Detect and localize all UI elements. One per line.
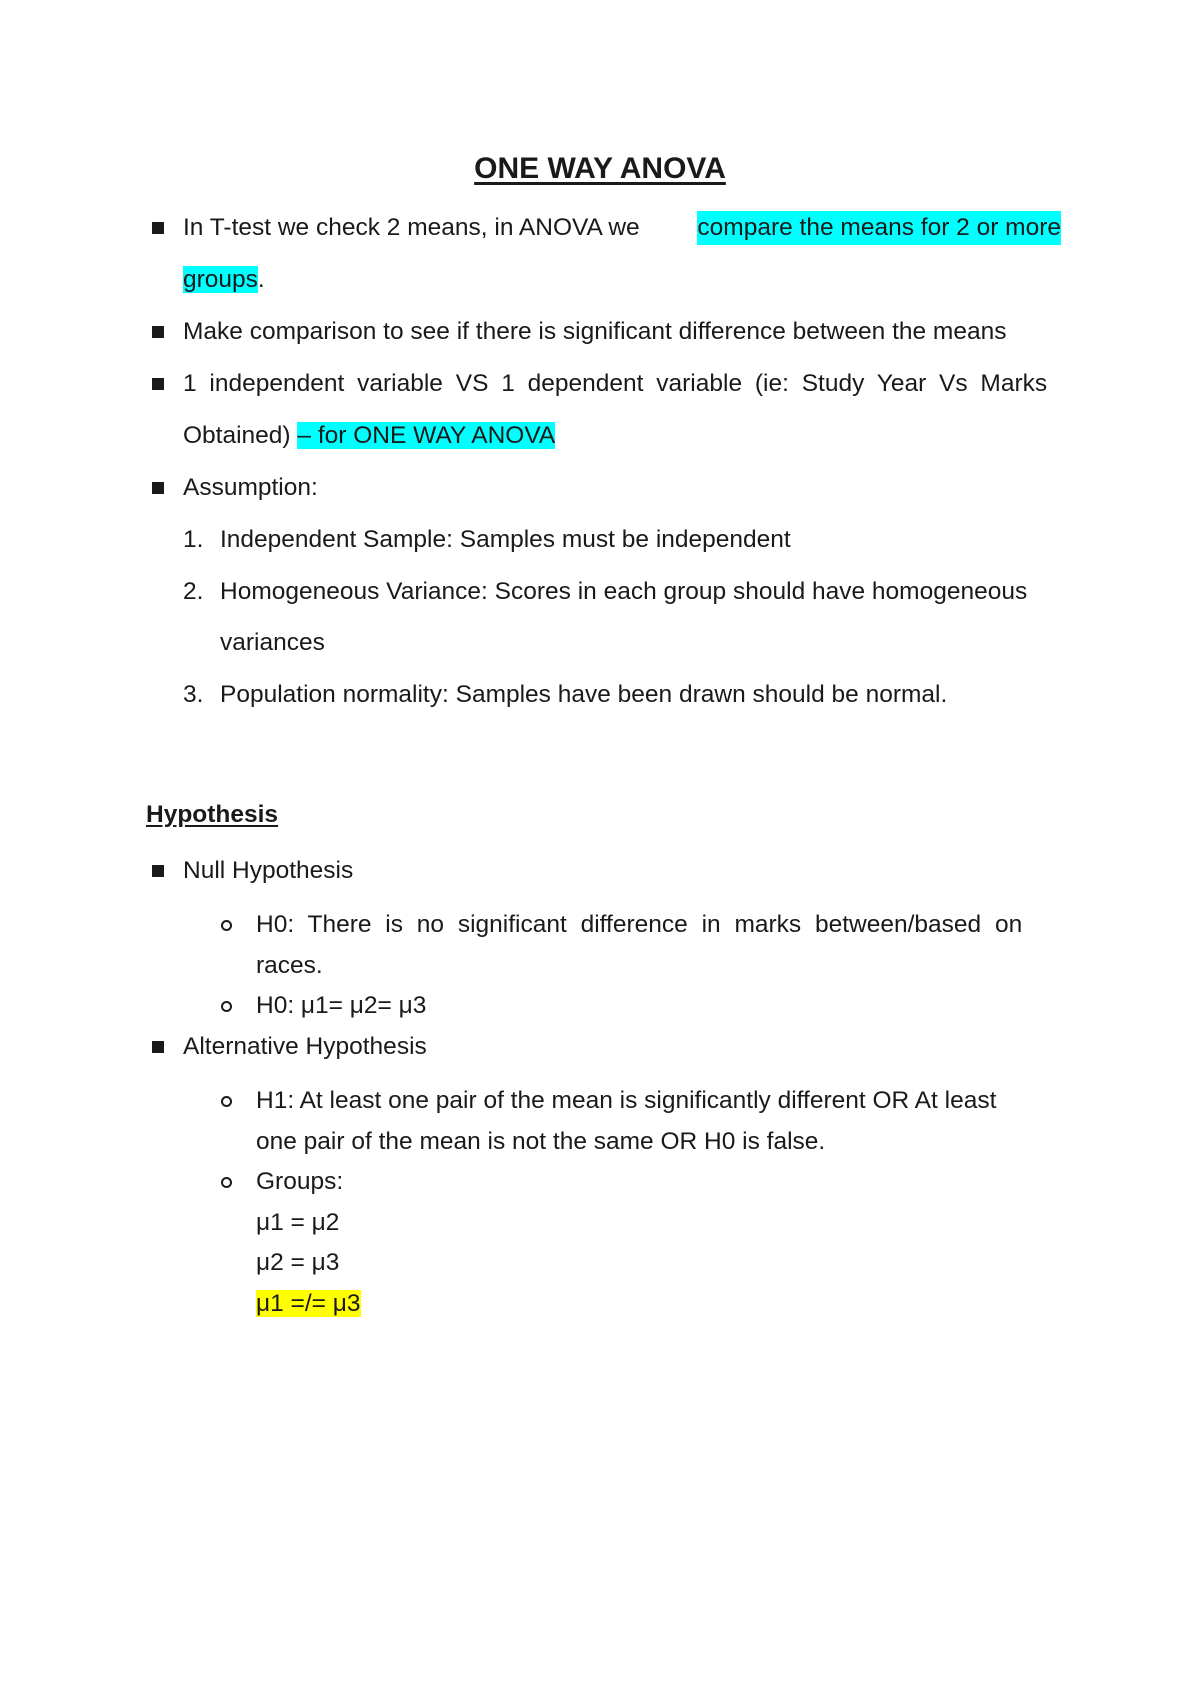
group-3-highlight: μ1 =/= μ3 xyxy=(256,1290,361,1317)
alt-hypothesis-label: Alternative Hypothesis xyxy=(183,1033,427,1060)
bullet-1-highlight-cont: groups xyxy=(183,266,258,293)
bullet-3-line-2 xyxy=(183,419,555,453)
group-3 xyxy=(256,1287,361,1321)
circle-bullet-icon xyxy=(221,920,232,931)
bullet-2: Make comparison to see if there is significant difference between the means xyxy=(183,318,1007,345)
assumption-1: Independent Sample: Samples must be independent xyxy=(220,526,791,553)
group-1: μ1 = μ2 xyxy=(256,1209,340,1236)
circle-bullet-icon xyxy=(221,1001,232,1012)
alt-h1-line-1: H1: At least one pair of the mean is significantly different OR At least xyxy=(256,1087,997,1114)
null-h0-line-2: races. xyxy=(256,952,323,979)
null-hypothesis-label: Null Hypothesis xyxy=(183,857,354,884)
bullet-square-icon xyxy=(152,222,164,234)
assumption-3-number: 3. xyxy=(183,681,204,708)
bullet-1-line-2 xyxy=(183,263,265,297)
bullet-square-icon xyxy=(152,326,164,338)
group-2: μ2 = μ3 xyxy=(256,1249,340,1276)
bullet-1-line-1 xyxy=(183,211,1061,245)
assumption-3: Population normality: Samples have been drawn should be normal. xyxy=(220,681,948,708)
hypothesis-heading: Hypothesis xyxy=(146,801,279,828)
assumption-1-number: 1. xyxy=(183,526,204,553)
bullet-square-icon xyxy=(152,865,164,877)
bullet-1-text: In T-test we check 2 means, in ANOVA we xyxy=(183,214,640,241)
bullet-3-highlight: – for ONE WAY ANOVA xyxy=(297,422,556,449)
bullet-3-text: Obtained) xyxy=(183,422,291,449)
null-h0-line-1: H0: There is no significant difference in marks between/based on xyxy=(256,911,1023,938)
bullet-square-icon xyxy=(152,482,164,494)
alt-h1-line-2: one pair of the mean is not the same OR H0 is false. xyxy=(256,1128,826,1155)
groups-label: Groups: xyxy=(256,1168,344,1195)
assumption-2-number: 2. xyxy=(183,578,204,605)
bullet-square-icon xyxy=(152,1041,164,1053)
bullet-3-line-1: 1 independent variable VS 1 dependent variable (ie: Study Year Vs Marks xyxy=(183,370,1048,397)
bullet-square-icon xyxy=(152,378,164,390)
bullet-1-highlight: compare the means for 2 or more xyxy=(697,211,1061,245)
bullet-4: Assumption: xyxy=(183,474,318,501)
assumption-2-line-1: Homogeneous Variance: Scores in each group should have homogeneous xyxy=(220,578,1028,605)
page-title: ONE WAY ANOVA xyxy=(474,152,726,185)
assumption-2-line-2: variances xyxy=(220,629,325,656)
null-h0-equation: H0: μ1= μ2= μ3 xyxy=(256,992,427,1019)
circle-bullet-icon xyxy=(221,1096,232,1107)
circle-bullet-icon xyxy=(221,1177,232,1188)
bullet-1-period: . xyxy=(257,266,265,293)
